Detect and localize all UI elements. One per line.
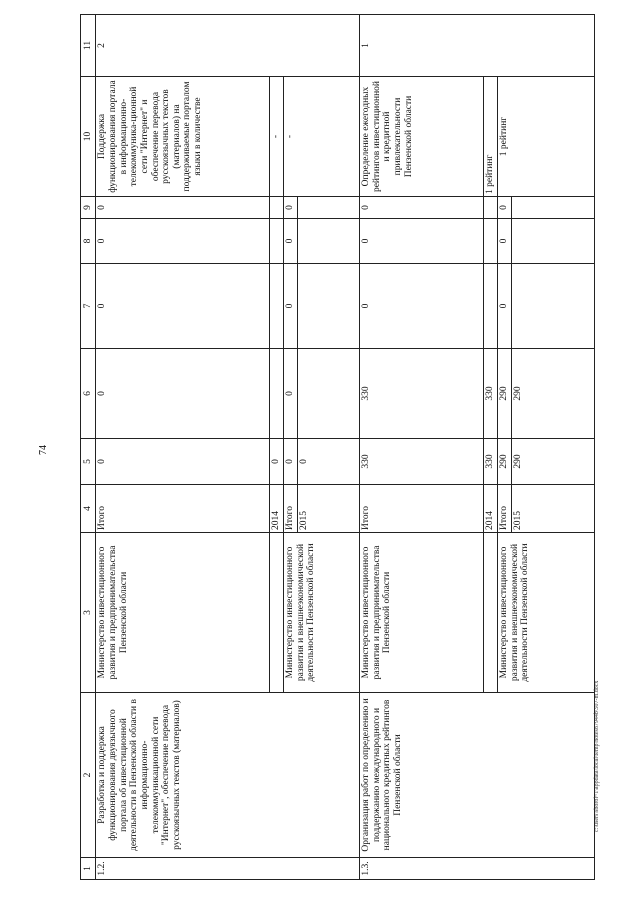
cell-value xyxy=(298,219,360,264)
col-header: 7 xyxy=(81,264,96,349)
cell-value: 0 xyxy=(96,264,270,349)
line-label: 2014 xyxy=(484,485,498,533)
executor: Министерство инвестиционного развития и предпринимательства Пензенской области xyxy=(96,533,270,693)
cell-value xyxy=(270,197,284,219)
row-number: 1.2. xyxy=(96,858,360,880)
measure-name: Разработка и поддержка функционирования двуязычного портала об инвестиционной деятельности в Пензенской области в информационно-телекоммуникационной сети "Интернет", обеспечение перевода русскоязычных текстов (материалов) xyxy=(96,693,360,858)
cell-value: 0 xyxy=(498,219,512,264)
cell-value xyxy=(270,219,284,264)
indicator-value: - xyxy=(270,77,284,197)
row-number: 1.3. xyxy=(360,858,595,880)
cell-value xyxy=(512,264,595,349)
executor xyxy=(270,533,284,693)
measure-name: Организация работ по определению и поддержанию международного и национального кредитных рейтингов Пензенской области xyxy=(360,693,595,858)
page-number: 74 xyxy=(38,445,49,455)
line-label: 2015 xyxy=(512,485,595,533)
cell-value xyxy=(270,349,284,439)
program-table xyxy=(80,14,595,880)
cell-value xyxy=(512,197,595,219)
table-row xyxy=(360,15,484,880)
col-header: 4 xyxy=(81,485,96,533)
cell-value xyxy=(270,264,284,349)
cell-value: 0 xyxy=(270,439,284,485)
cell-value xyxy=(298,197,360,219)
line-label: 2014 xyxy=(270,485,284,533)
cell-value: 0 xyxy=(96,349,270,439)
cell-value: 330 xyxy=(484,439,498,485)
indicator-value: - xyxy=(284,77,360,197)
cell-value: 0 xyxy=(284,219,298,264)
cell-value: 0 xyxy=(284,264,298,349)
col-header: 8 xyxy=(81,219,96,264)
line-label: Итого xyxy=(498,485,512,533)
cell-value: 0 xyxy=(96,219,270,264)
footer-file-path: c:\users\sborol~1\appdata\local\temp\notes87944b\507-m.docx xyxy=(594,680,600,832)
cell-value: 0 xyxy=(360,197,484,219)
cell-value: 0 xyxy=(360,219,484,264)
col-header: 1 xyxy=(81,858,96,880)
indicator-value: 1 рейтинг xyxy=(484,77,498,197)
col-header: 10 xyxy=(81,77,96,197)
executor: Министерство инвестиционного развития и предпринимательства Пензенской области xyxy=(360,533,484,693)
cell-value: 0 xyxy=(298,439,360,485)
cell-value: 330 xyxy=(360,439,484,485)
cell-value xyxy=(484,197,498,219)
cell-value: 330 xyxy=(360,349,484,439)
cell-value: 0 xyxy=(96,439,270,485)
table-row xyxy=(96,15,270,880)
executor xyxy=(484,533,498,693)
executor: Министерство инвестиционного развития и внешнеэкономической деятельности Пензенской области xyxy=(284,533,360,693)
indicator: Поддержка функционирования портала в информационно-телекоммуника-ционной сети "Интернет" и обеспечение перевода русскоязычных текстов (материалов) на поддерживаемые порталом языки в количестве xyxy=(96,77,270,197)
cell-value: 0 xyxy=(284,197,298,219)
col-header: 6 xyxy=(81,349,96,439)
col-header: 11 xyxy=(81,15,96,77)
col-header: 3 xyxy=(81,533,96,693)
cell-value xyxy=(484,264,498,349)
cell-value: 0 xyxy=(360,264,484,349)
cell-value: 0 xyxy=(498,264,512,349)
cell-value xyxy=(298,349,360,439)
cell-value: 0 xyxy=(284,439,298,485)
cell-value: 0 xyxy=(96,197,270,219)
cell-value: 290 xyxy=(498,349,512,439)
cell-value: 330 xyxy=(484,349,498,439)
line-label: Итого xyxy=(96,485,270,533)
cell-value: 290 xyxy=(498,439,512,485)
last-value: 2 xyxy=(96,15,360,77)
rotated-table-container xyxy=(80,15,595,880)
cell-value: 290 xyxy=(512,349,595,439)
line-label: Итого xyxy=(360,485,484,533)
cell-value: 0 xyxy=(284,349,298,439)
executor: Министерство инвестиционного развития и внешнеэкономической деятельности Пензенской области xyxy=(498,533,595,693)
col-header: 2 xyxy=(81,693,96,858)
cell-value: 0 xyxy=(498,197,512,219)
col-header: 9 xyxy=(81,197,96,219)
indicator: Определение ежегодных рейтингов инвестиционной и кредитной привлекательности Пензенской области xyxy=(360,77,484,197)
header-row xyxy=(81,15,96,880)
last-value: 1 xyxy=(360,15,595,77)
col-header: 5 xyxy=(81,439,96,485)
cell-value xyxy=(484,219,498,264)
cell-value: 290 xyxy=(512,439,595,485)
cell-value xyxy=(298,264,360,349)
indicator-value: 1 рейтинг xyxy=(498,77,595,197)
line-label: 2015 xyxy=(298,485,360,533)
cell-value xyxy=(512,219,595,264)
line-label: Итого xyxy=(284,485,298,533)
